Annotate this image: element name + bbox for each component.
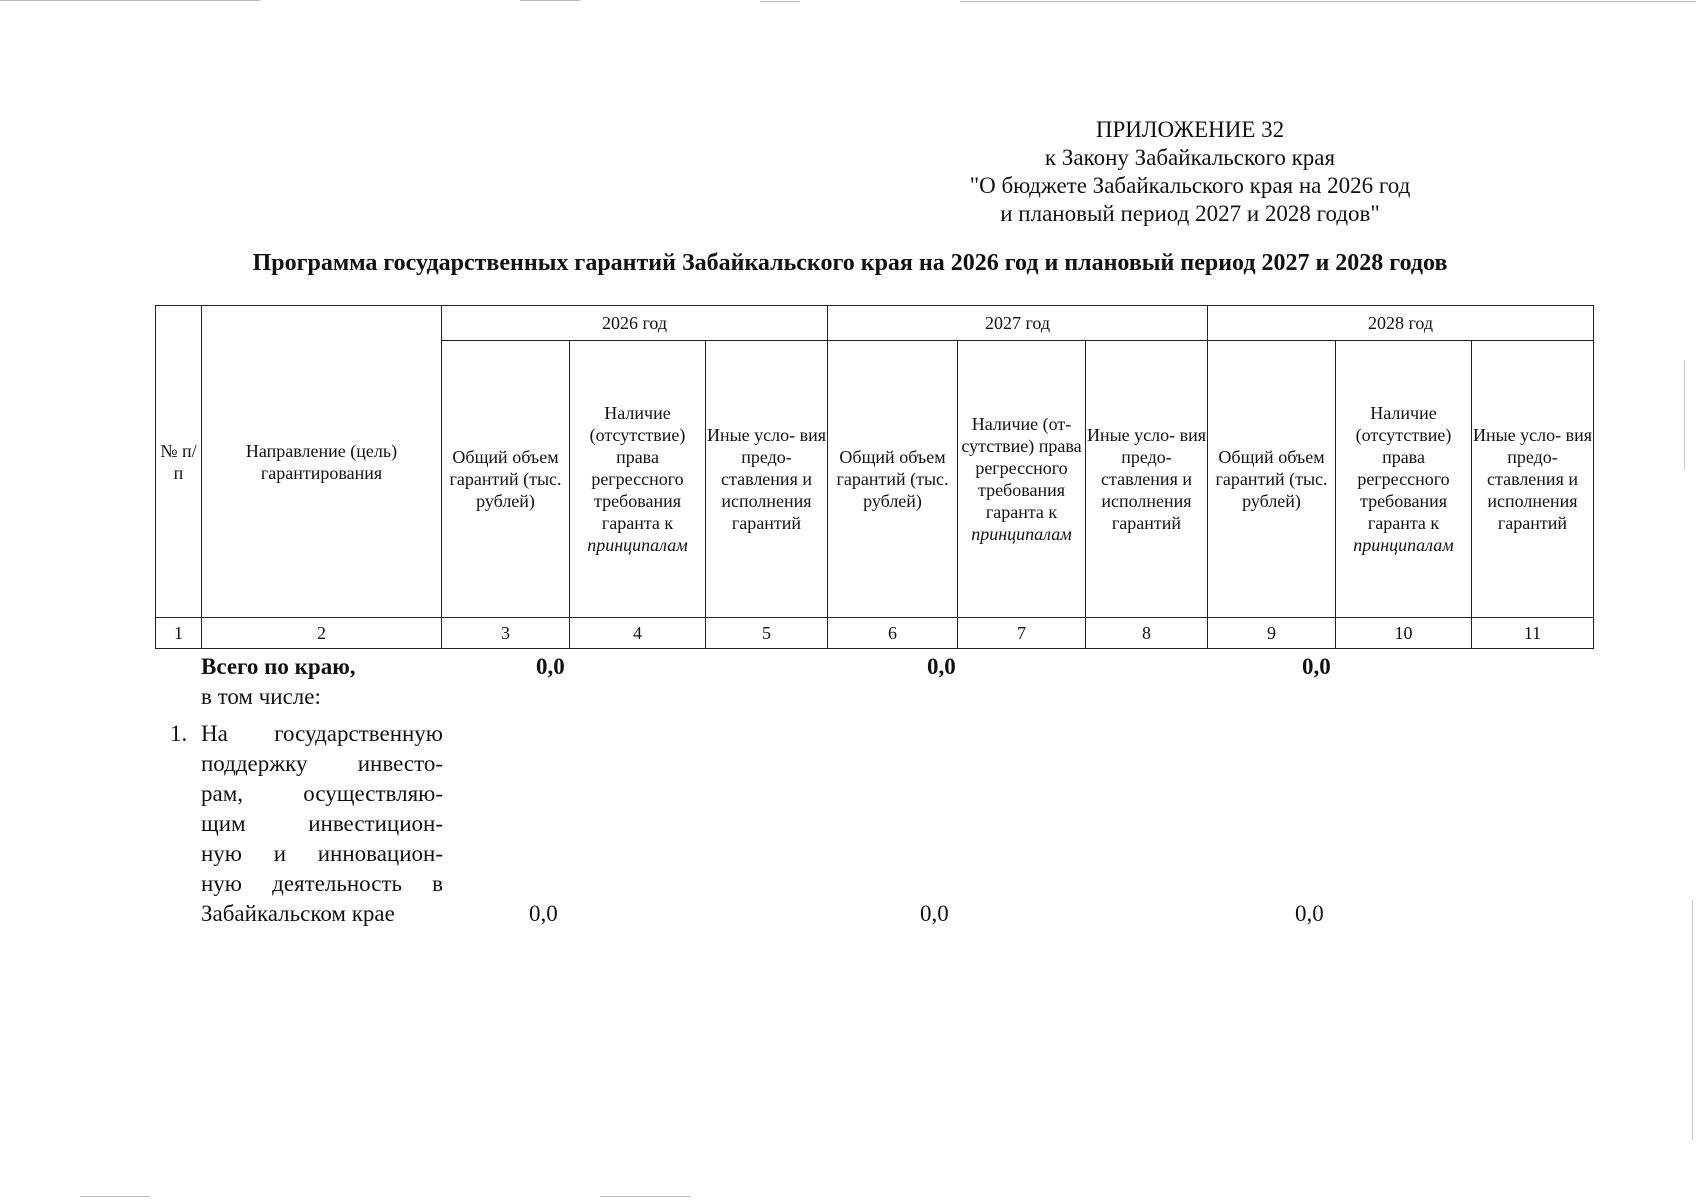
item-line: поддержку инвесто- [201, 751, 443, 776]
scan-artifact [1684, 360, 1685, 470]
total-value-2026: 0,0 [536, 654, 565, 679]
header-total-volume: Общий объем гарантий (тыс. рублей) [1208, 341, 1336, 618]
total-value-2028: 0,0 [1302, 654, 1331, 679]
column-number: 1 [156, 618, 202, 649]
appendix-number: ПРИЛОЖЕНИЕ 32 [1095, 117, 1285, 142]
header-regress-right: Наличие (отсутствие) права регрессного требования гаранта к принципалам [570, 341, 706, 618]
column-number: 6 [828, 618, 958, 649]
column-number: 4 [570, 618, 706, 649]
header-year-2026: 2026 год [442, 306, 828, 341]
item-value-2026: 0,0 [529, 901, 558, 926]
total-value-2027: 0,0 [927, 654, 956, 679]
appendix-law-period: и плановый период 2027 и 2028 годов" [1000, 201, 1380, 226]
header-regress-right: Наличие (от- сутствие) права регрессного требования гаранта к принципалам [958, 341, 1086, 618]
header-year-2027: 2027 год [828, 306, 1208, 341]
item-line: щим инвестицион- [201, 811, 443, 836]
item-number: 1. [170, 721, 188, 746]
scan-artifact [520, 0, 580, 1]
appendix-law-ref: к Закону Забайкальского края [1044, 145, 1336, 170]
item-value-2028: 0,0 [1295, 901, 1324, 926]
column-number: 11 [1472, 618, 1594, 649]
guarantees-table-header [155, 305, 1594, 649]
header-total-volume: Общий объем гарантий (тыс. рублей) [828, 341, 958, 618]
item-line: ную деятельность в [201, 871, 443, 896]
appendix-law-title: "О бюджете Забайкальского края на 2026 год [969, 173, 1411, 198]
total-sublabel: в том числе: [201, 684, 321, 709]
header-other-conditions: Иные усло- вия предо- ставления и исполнения гарантий [706, 341, 828, 618]
appendix-header [930, 116, 1450, 228]
item-line: На государственную [201, 721, 443, 746]
scan-artifact [1692, 900, 1693, 1140]
scan-artifact [960, 1, 1696, 2]
scan-artifact [760, 1, 800, 2]
item-line: Забайкальском крае [201, 901, 395, 926]
scan-artifact [0, 0, 260, 1]
header-other-conditions: Иные усло- вия предо- ставления и исполнения гарантий [1472, 341, 1594, 618]
column-number: 3 [442, 618, 570, 649]
header-other-conditions: Иные усло- вия предо- ставления и исполнения гарантий [1086, 341, 1208, 618]
item-direction [201, 719, 443, 929]
item-line: рам, осуществляю- [201, 781, 443, 806]
scan-artifact [600, 1196, 690, 1197]
header-total-volume: Общий объем гарантий (тыс. рублей) [442, 341, 570, 618]
item-line: ную и инновацион- [201, 841, 443, 866]
column-number: 7 [958, 618, 1086, 649]
column-number: 9 [1208, 618, 1336, 649]
header-direction: Направление (цель) гарантирования [202, 306, 442, 618]
header-year-2028: 2028 год [1208, 306, 1594, 341]
column-number: 5 [706, 618, 828, 649]
column-number: 2 [202, 618, 442, 649]
scan-artifact [80, 1196, 150, 1197]
total-label: Всего по краю, [201, 654, 356, 679]
header-row-number: № п/п [156, 306, 202, 618]
header-regress-right: Наличие (отсутствие) права регрессного требования гаранта к принципалам [1336, 341, 1472, 618]
item-value-2027: 0,0 [920, 901, 949, 926]
column-number: 10 [1336, 618, 1472, 649]
document-title: Программа государственных гарантий Забайкальского края на 2026 год и плановый период 2027 и 2028 годов [252, 250, 1448, 276]
column-number: 8 [1086, 618, 1208, 649]
